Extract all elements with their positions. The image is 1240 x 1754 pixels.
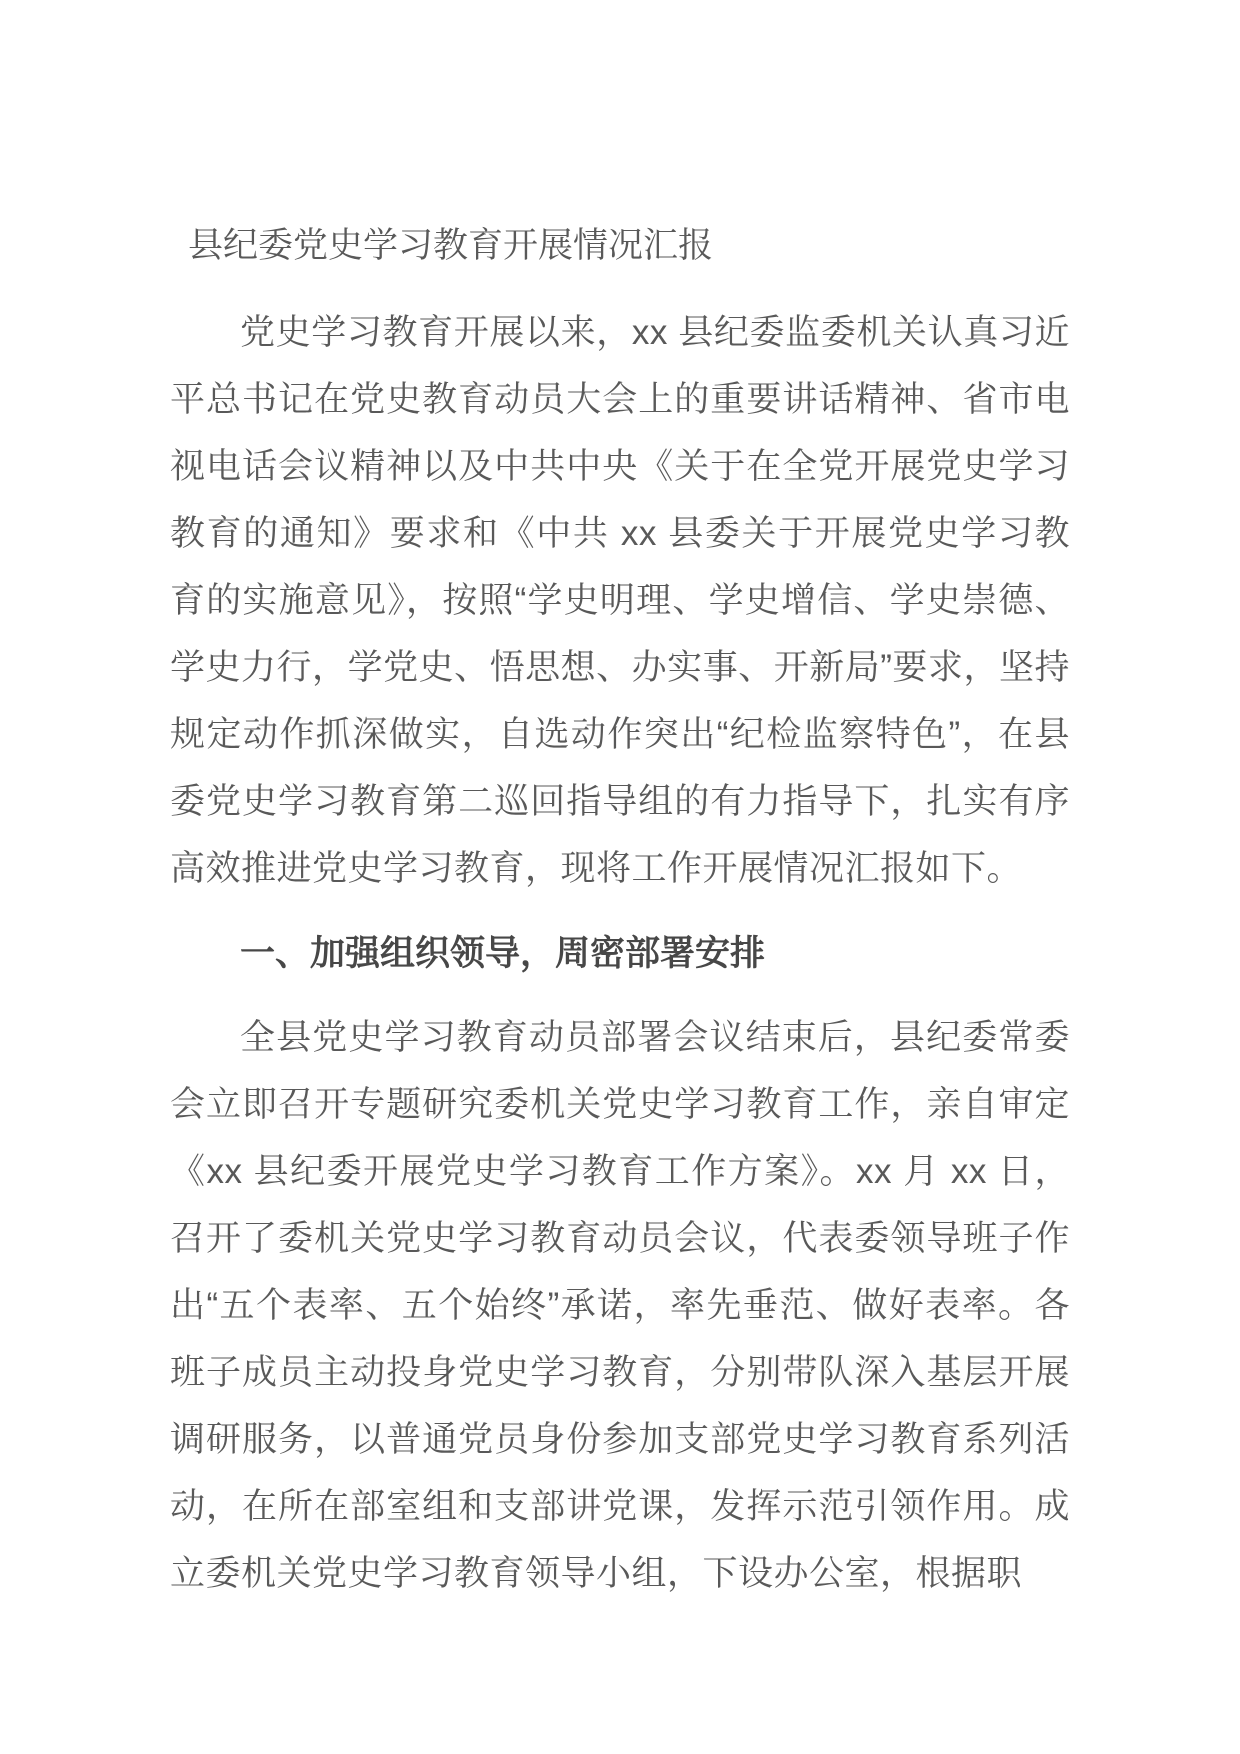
paragraph-3: 全县党史学习教育动员部署会议结束后，县纪委常委会立即召开专题研究委机关党史学习教育工作，亲自审定《xx 县纪委开展党史学习教育工作方案》。xx 月 xx 日，召开了委机关党史学习教育动员会议，代表委领导班子作出“五个表率、五个始终”承诺，率先垂范、做好表率。各班子成员主动投身党史学习教育，分别带队深入基层开展调研服务，以普通党员身份参加支部党史学习教育系列活动，在所在部室组和支部讲党课，发挥示范引领作用。成立委机关党史学习教育领导小组，下设办公室，根据职 bbox=[170, 1018, 1070, 1593]
paragraph-1: 党史学习教育开展以来，xx 县纪委监委机关认真习近平总书记在党史教育动员大会上的重要讲话精神、省市电视电话会议精神以及中共中央《关于在全党开展党史学习教育的通知》要求和《中共 xx 县委关于开展党史学习教育的实施意见》，按照“学史明理、学史增信、学史崇德、学史力行，学党史、悟思想、办实事、开新局”要求，坚持规定动作抓深做实，自选动作突出“纪检监察特色”，在县委党史学习教育第二巡回指导组的有力指导下，扎实有序高效推进党史学习教育，现将工作开展情况汇报如下。 bbox=[170, 313, 1070, 888]
document-title: 县纪委党史学习教育开展情况汇报 bbox=[188, 226, 714, 265]
section-heading-2: 一、加强组织领导，周密部署安排 bbox=[240, 934, 766, 973]
document-body bbox=[170, 299, 1070, 1607]
